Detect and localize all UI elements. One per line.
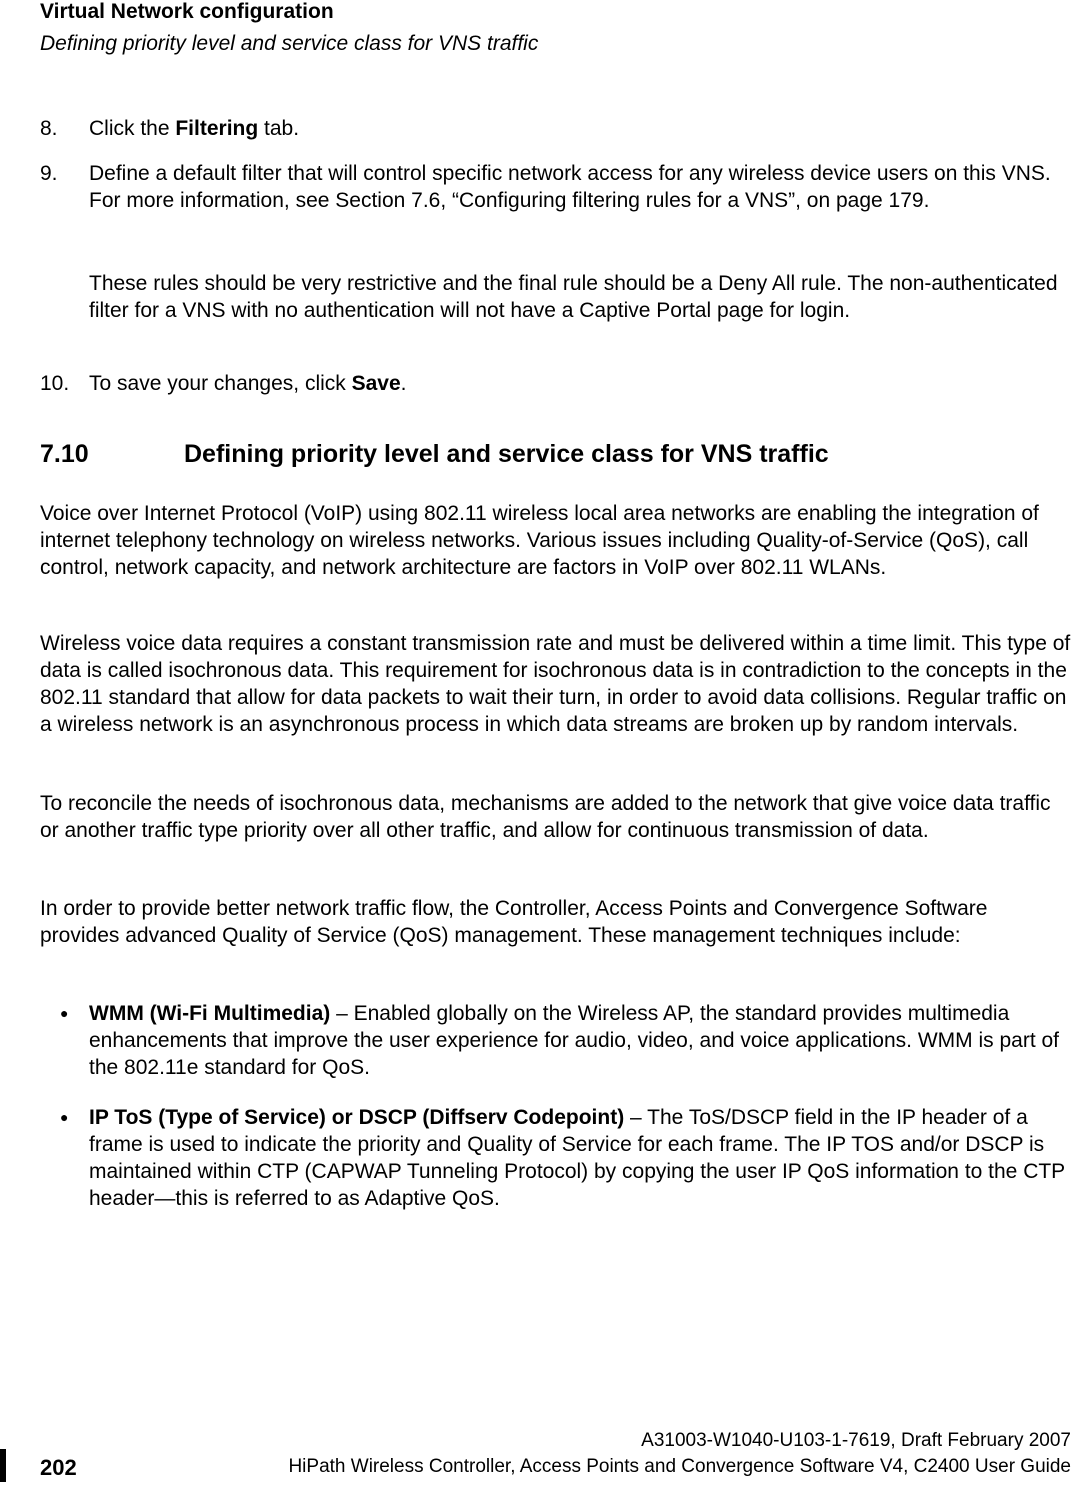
step-9-note: These rules should be very restrictive and the final rule should be a Deny All rule. The non-authenticated filter for a VNS with no authentication will not have a Captive Portal page for login. [89,272,1058,322]
step-text: Define a default filter that will control specific network access for any wireless device users on this VNS. For more information, see Section 7.6, “Configuring filtering rules for a VNS”, on page 179. [89,162,1051,212]
section-number: 7.10 [40,440,89,468]
section-title: Defining priority level and service class for VNS traffic [184,440,829,468]
bullet-icon: ● [60,1005,69,1021]
step-text: To save your changes, click Save. [89,372,407,395]
step-number: 9. [40,162,58,185]
bullet-ip-tos: IP ToS (Type of Service) or DSCP (Diffserv Codepoint) – The ToS/DSCP field in the IP header of a frame is used to indicate the priority and Quality of Service for each frame. The IP TOS and/or DSCP is maintained within CTP (CAPWAP Tunneling Protocol) by copying the user IP QoS information to the CTP header—this is referred to as Adaptive QoS. [89,1106,1065,1210]
footer-guide-title: HiPath Wireless Controller, Access Points and Convergence Software V4, C2400 User Guide [288,1456,1071,1477]
paragraph-isochronous: Wireless voice data requires a constant transmission rate and must be delivered within a time limit. This type of data is called isochronous data. This requirement for isochronous data is in contradiction to the concepts in the 802.11 standard that allow for data packets to wait their turn, in order to avoid data collisions. Regular traffic on a wireless network is an asynchronous process in which data streams are broken up by random intervals. [40,632,1071,736]
paragraph-voip: Voice over Internet Protocol (VoIP) using 802.11 wireless local area networks are enabling the integration of internet telephony technology on wireless networks. Various issues including Quality-of-Service (QoS), call control, network capacity, and network architecture are factors in VoIP over 802.11 WLANs. [40,502,1039,579]
paragraph-qos-intro: In order to provide better network traffic flow, the Controller, Access Points and Convergence Software provides advanced Quality of Service (QoS) management. These management techniques include: [40,897,988,947]
save-ref: Save [351,372,401,395]
footer-doc-id: A31003-W1040-U103-1-7619, Draft February 2007 [641,1430,1071,1451]
step-number: 10. [40,372,70,395]
page-number: 202 [40,1455,77,1480]
step-number: 8. [40,117,58,140]
step-text: Click the Filtering tab. [89,117,300,140]
running-header-subtitle: Defining priority level and service class for VNS traffic [40,32,539,55]
filtering-tab-ref: Filtering [175,117,259,140]
footer-change-bar [0,1449,6,1482]
running-header-title: Virtual Network configuration [40,0,334,23]
bullet-wmm: WMM (Wi-Fi Multimedia) – Enabled globally on the Wireless AP, the standard provides multimedia enhancements that improve the user experience for audio, video, and voice applications. WMM is part of the 802.11e standard for QoS. [89,1002,1060,1079]
paragraph-reconcile: To reconcile the needs of isochronous data, mechanisms are added to the network that give voice data traffic or another traffic type priority over all other traffic, and allow for continuous transmission of data. [40,792,1051,842]
bullet-icon: ● [60,1109,69,1125]
